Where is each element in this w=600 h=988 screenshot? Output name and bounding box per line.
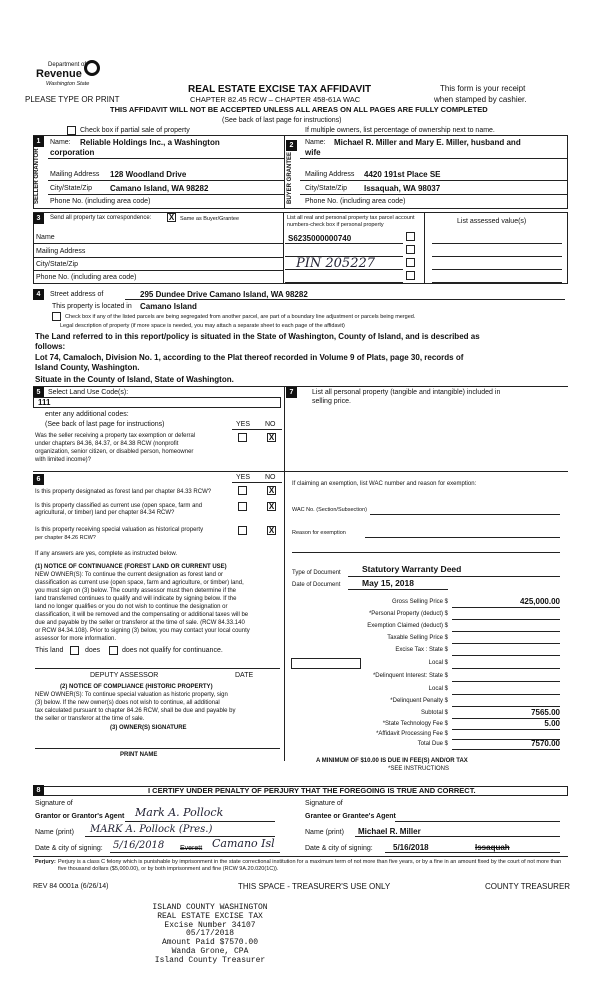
grantee-city-struck: Issaquah <box>475 843 510 852</box>
current-use-question-1: Is this property classified as current use (open space, farm and <box>35 503 203 509</box>
yes-answer-note: If any answers are yes, complete as instructed below. <box>35 551 178 557</box>
dept-line-1: Department of <box>48 62 87 68</box>
current-use-yes-checkbox[interactable] <box>238 502 247 511</box>
legal-note: Legal description of property (if more space is needed, you may attach a separate sheet to each page of the affidavit) <box>60 323 345 329</box>
grantor-date-handwritten[interactable]: 5/16/2018 <box>113 840 165 851</box>
land-use-see-back: (See back of last page for instructions) <box>45 421 165 428</box>
seller-phone-label: Phone No. (including area code) <box>50 198 151 205</box>
sale-row-value[interactable]: 7565.00 <box>531 708 560 717</box>
s6-yes-header: YES <box>236 474 251 481</box>
corr-mailing-label: Mailing Address <box>36 248 86 255</box>
local-rate-field[interactable] <box>291 658 361 669</box>
doc-date-label: Date of Document <box>292 582 341 588</box>
grantor-agent-label: Grantor or Grantor's Agent <box>35 813 125 820</box>
segregating-checkbox[interactable] <box>52 312 61 321</box>
buyer-mailing-label: Mailing Address <box>305 171 355 178</box>
section-7-number: 7 <box>286 387 297 398</box>
dept-brand: Revenue <box>36 68 82 80</box>
grantor-name-handwritten[interactable]: MARK A. Pollock (Pres.) <box>90 824 213 835</box>
sale-row-label: Gross Selling Price $ <box>391 599 448 605</box>
parcel-personal-checkbox-4[interactable] <box>406 271 415 280</box>
stamp-line: 05/17/2018 <box>185 929 234 939</box>
current-use-question-2: agricultural, or timber) land per chapter 84.34 RCW? <box>35 510 175 516</box>
continuance-line-6: classification, it will be removed and the compensating or additional taxes will be <box>35 612 249 618</box>
forest-yes-checkbox[interactable] <box>238 486 247 495</box>
parcel-personal-checkbox-2[interactable] <box>406 245 415 254</box>
stamp-line: ISLAND COUNTY WASHINGTON <box>152 903 268 912</box>
exemption-yes-checkbox[interactable] <box>238 433 247 442</box>
stamp-line: Amount Paid $7570.00 <box>161 938 258 948</box>
assessed-header: List assessed value(s) <box>457 218 527 225</box>
section-1-number: 1 <box>33 136 44 147</box>
does-not-label: does not qualify for continuance. <box>122 647 223 654</box>
compliance-title: (2) NOTICE OF COMPLIANCE (HISTORIC PROPERTY) <box>60 684 213 690</box>
continuance-line-1: NEW OWNER(S): To continue the current designation as forest land or <box>35 572 223 578</box>
land-use-code-value: 111 <box>38 398 51 407</box>
chapter-line: CHAPTER 82.45 RCW – CHAPTER 458-61A WAC <box>190 95 361 104</box>
buyer-city-value[interactable]: Issaquah, WA 98037 <box>364 184 441 193</box>
section-5-number: 5 <box>33 387 44 398</box>
sale-row-label: Subtotal $ <box>420 710 448 716</box>
minimum-due-note: A MINIMUM OF $10.00 IS DUE IN FEE(S) AND/OR TAX <box>316 758 468 764</box>
parcel-personal-checkbox-1[interactable] <box>406 232 415 241</box>
segregating-label: Check box if any of the listed parcels are being segregated from another parcel, are part of a boundary line adjustment or parcels being merged. <box>65 314 416 320</box>
sale-row-label: Taxable Selling Price $ <box>387 635 448 641</box>
continuance-line-8: or RCW 84.34.108). Prior to signing (3) below, you may contact your local county <box>35 628 250 634</box>
forest-question: Is this property designated as forest land per chapter 84.33 RCW? <box>35 489 212 495</box>
this-land-label: This land <box>35 647 64 654</box>
perjury-label: Perjury: <box>35 859 56 865</box>
sale-row-label: Local $ <box>428 660 448 666</box>
continuance-line-2: classification as current use (open space, farm and agriculture, or timber) land, <box>35 580 244 586</box>
legal-line-1: The Land referred to in this report/policy is situated in the State of Washington, County of Island, and is described as <box>35 332 480 341</box>
seller-grantor-label: SELLER GRANTOR <box>34 148 40 204</box>
deputy-date-label: DATE <box>235 672 254 679</box>
s6-no-header: NO <box>265 474 276 481</box>
corr-name-label: Name <box>36 234 55 241</box>
receipt-note-1: This form is your receipt <box>440 84 526 93</box>
section-8-number: 8 <box>33 785 44 796</box>
treasurer-only-label: THIS SPACE - TREASURER'S USE ONLY <box>238 882 391 891</box>
exemption-q-2: under chapters 84.36, 84.37, or 84.38 RCW (nonprofit <box>35 441 179 447</box>
section-4-number: 4 <box>33 289 44 300</box>
parcel-number[interactable]: S6235000000740 <box>288 234 352 243</box>
parcel-personal-checkbox-3[interactable] <box>406 258 415 267</box>
seller-name-label: Name: <box>50 139 71 146</box>
grantee-date-value[interactable]: 5/16/2018 <box>393 843 429 852</box>
sale-row-label: Total Due $ <box>417 741 448 747</box>
s5-yes-header: YES <box>236 421 251 428</box>
send-correspondence-label: Send all property tax correspondence: <box>50 215 152 221</box>
exemption-q-3: organization, senior citizen, or disabled person, homeowner <box>35 449 194 455</box>
compliance-line-3: tax calculated pursuant to chapter 84.26 RCW, shall be due and payable by <box>35 708 236 714</box>
grantor-name-print-label: Name (print) <box>35 829 74 836</box>
perjury-text: Perjury is a class C felony which is punishable by imprisonment in the state correctional institution for a maximum term of not more than five years, or by a fine in an amount fixed by the court of not more than five thousand dollars ($5,000.00), or by both imprisonment and fine (RCW 9A.20.020(1C)). <box>58 859 562 873</box>
grantor-city-handwritten[interactable]: Camano Isl <box>212 837 275 850</box>
buyer-name-line-2: wife <box>305 148 321 157</box>
seller-name-line-2: corporation <box>50 148 95 157</box>
personal-property-text-2: selling price. <box>312 398 351 405</box>
same-as-buyer-label: Same as Buyer/Grantee <box>180 216 240 222</box>
land-use-label: Select Land Use Code(s): <box>48 389 129 396</box>
doc-type-label: Type of Document <box>292 570 341 576</box>
reason-label: Reason for exemption <box>292 530 346 536</box>
partial-sale-checkbox[interactable] <box>67 126 76 135</box>
forest-no-checkbox[interactable]: X <box>268 486 275 495</box>
buyer-phone-label: Phone No. (including area code) <box>305 198 406 205</box>
compliance-line-2: (3) below. If the new owner(s) does not wish to continue, all additional <box>35 700 220 706</box>
grantor-date-city-label: Date & city of signing: <box>35 845 103 852</box>
grantor-city-struck: Everett <box>180 845 203 852</box>
buyer-grantee-label: BUYER GRANTEE <box>287 151 293 204</box>
seller-mailing-label: Mailing Address <box>50 171 100 178</box>
does-checkbox[interactable] <box>70 646 79 655</box>
revenue-logo-icon <box>84 60 100 76</box>
same-as-buyer-checkbox[interactable]: X <box>168 213 175 222</box>
does-not-checkbox[interactable] <box>109 646 118 655</box>
historic-no-checkbox[interactable]: X <box>268 526 275 535</box>
warning-line: THIS AFFIDAVIT WILL NOT BE ACCEPTED UNLESS ALL AREAS ON ALL PAGES ARE FULLY COMPLETED <box>110 105 488 114</box>
sale-row-label: Exemption Claimed (deduct) $ <box>367 623 448 629</box>
stamp-line: Excise Number 34107 <box>164 920 256 930</box>
corr-phone-label: Phone No. (including area code) <box>36 274 137 281</box>
owner-signature-title: (3) OWNER(S) SIGNATURE <box>110 725 187 731</box>
multiple-owners-note: If multiple owners, list percentage of ownership next to name. <box>305 127 495 134</box>
wac-label: WAC No. (Section/Subsection) <box>292 507 367 513</box>
partial-sale-label: Check box if partial sale of property <box>80 127 190 134</box>
exemption-claim-text: If claiming an exemption, list WAC number and reason for exemption: <box>292 481 477 487</box>
sale-row-label: *State Technology Fee $ <box>382 721 448 727</box>
parties-divider <box>284 135 285 209</box>
grantor-signature[interactable]: Mark A. Pollock <box>135 806 224 819</box>
doc-type-value[interactable]: Statutory Warranty Deed <box>362 564 462 574</box>
pin-handwritten: PIN 205227 <box>296 256 376 271</box>
treasurer-stamp <box>100 904 320 966</box>
s5-no-header: NO <box>265 421 276 428</box>
section-3-number: 3 <box>33 213 44 224</box>
grantee-name-value[interactable]: Michael R. Miller <box>358 827 421 836</box>
legal-line-5: Situate in the County of Island, State of Washington. <box>35 375 234 384</box>
legal-line-4: Island County, Washington. <box>35 363 140 372</box>
section-2-number: 2 <box>286 140 297 151</box>
certify-statement: I CERTIFY UNDER PENALTY OF PERJURY THAT THE FOREGOING IS TRUE AND CORRECT. <box>148 786 476 795</box>
sale-row-value[interactable]: 5.00 <box>544 719 560 728</box>
continuance-line-7: due and payable by the seller or transferor at the time of sale. (RCW 84.33.140 <box>35 620 245 626</box>
continuance-line-5: land no longer qualifies or you do not wish to continue the designation or <box>35 604 228 610</box>
located-label: This property is located in <box>52 303 132 310</box>
street-value[interactable]: 295 Dundee Drive Camano Island, WA 98282 <box>140 290 308 299</box>
stamp-line: REAL ESTATE EXCISE TAX <box>157 911 263 921</box>
seller-mailing-value[interactable]: 128 Woodland Drive <box>110 170 187 179</box>
current-use-no-checkbox[interactable]: X <box>268 502 275 511</box>
receipt-note-2: when stamped by cashier. <box>434 95 527 104</box>
compliance-line-1: NEW OWNER(S): To continue special valuation as historic property, sign <box>35 692 228 698</box>
located-value: Camano Island <box>140 302 197 311</box>
dept-line-3: Washington State <box>46 81 90 87</box>
seller-city-value[interactable]: Camano Island, WA 98282 <box>110 184 209 193</box>
historic-yes-checkbox[interactable] <box>238 526 247 535</box>
legal-line-3: Lot 74, Camaloch, Division No. 1, according to the Plat thereof recorded in Volume 9 of Plats, page 30, records of <box>35 353 464 362</box>
exemption-no-checkbox[interactable]: X <box>268 433 275 442</box>
buyer-name-label: Name: <box>305 139 326 146</box>
continuance-line-3: you must sign on (3) below. The county assessor must then determine if the <box>35 588 236 594</box>
sale-row-label: *Affidavit Processing Fee $ <box>376 731 448 737</box>
print-name-label: PRINT NAME <box>120 752 158 758</box>
historic-question-2: per chapter 84.26 RCW? <box>35 535 96 541</box>
grantee-agent-label: Grantee or Grantee's Agent <box>305 813 396 820</box>
sale-row-label: Local $ <box>428 686 448 692</box>
continuance-line-9: assessor for more information. <box>35 636 117 642</box>
continuance-title: (1) NOTICE OF CONTINUANCE (FOREST LAND OR CURRENT USE) <box>35 564 227 570</box>
seller-name-line-1: Reliable Holdings Inc., a Washington <box>80 138 220 147</box>
county-treasurer-label: COUNTY TREASURER <box>485 882 571 891</box>
land-use-code-field[interactable] <box>33 397 281 408</box>
stamp-line: Island County Treasurer <box>154 955 266 965</box>
exemption-q-4: with limited income)? <box>35 457 92 463</box>
grantee-name-print-label: Name (print) <box>305 829 344 836</box>
buyer-mailing-value[interactable]: 4420 191st Place SE <box>364 170 441 179</box>
deputy-assessor-label: DEPUTY ASSESSOR <box>90 672 159 679</box>
form-number: REV 84 0001a (6/26/14) <box>33 883 109 890</box>
sale-row-label: *Delinquent Interest: State $ <box>372 673 448 679</box>
buyer-city-label: City/State/Zip <box>305 185 348 192</box>
grantee-date-city-label: Date & city of signing: <box>305 845 373 852</box>
sale-row-value[interactable]: 7570.00 <box>531 739 560 748</box>
sale-row-label: *Delinquent Penalty $ <box>390 698 448 704</box>
doc-date-value[interactable]: May 15, 2018 <box>362 578 414 588</box>
parcel-header: List all real and personal property tax parcel account numbers-check box if personal property <box>287 215 415 228</box>
stamp-line: Wanda Grone, CPA <box>171 946 249 956</box>
historic-question-1: Is this property receiving special valuation as historical property <box>35 527 204 533</box>
exemption-q-1: Was the seller receiving a property tax exemption or deferral <box>35 433 196 439</box>
grantee-signature-of: Signature of <box>305 800 343 807</box>
buyer-name-line-1: Michael R. Miller and Mary E. Miller, husband and <box>334 138 521 147</box>
corr-city-label: City/State/Zip <box>36 261 79 268</box>
continuance-line-4: land transferred continues to qualify and will indicate by signing below. If the <box>35 596 237 602</box>
street-label: Street address of <box>50 291 104 298</box>
see-instructions: *SEE INSTRUCTIONS <box>388 766 450 772</box>
sale-row-label: *Personal Property (deduct) $ <box>368 611 448 617</box>
form-title: REAL ESTATE EXCISE TAX AFFIDAVIT <box>188 84 372 95</box>
seller-city-label: City/State/Zip <box>50 185 93 192</box>
sale-row-value[interactable]: 425,000.00 <box>519 597 560 606</box>
does-label: does <box>85 647 101 654</box>
compliance-line-4: the seller or transferor at the time of sale. <box>35 716 145 722</box>
personal-property-text-1: List all personal property (tangible and intangible) included in <box>312 389 501 396</box>
sale-row-label: Excise Tax : State $ <box>395 647 448 653</box>
section-6-number: 6 <box>33 474 44 485</box>
additional-codes-label: enter any additional codes: <box>45 411 129 418</box>
print-note: PLEASE TYPE OR PRINT <box>25 95 120 104</box>
see-back-line: (See back of last page for instructions) <box>222 117 342 124</box>
legal-line-2: follows: <box>35 342 66 351</box>
grantor-signature-of: Signature of <box>35 800 73 807</box>
